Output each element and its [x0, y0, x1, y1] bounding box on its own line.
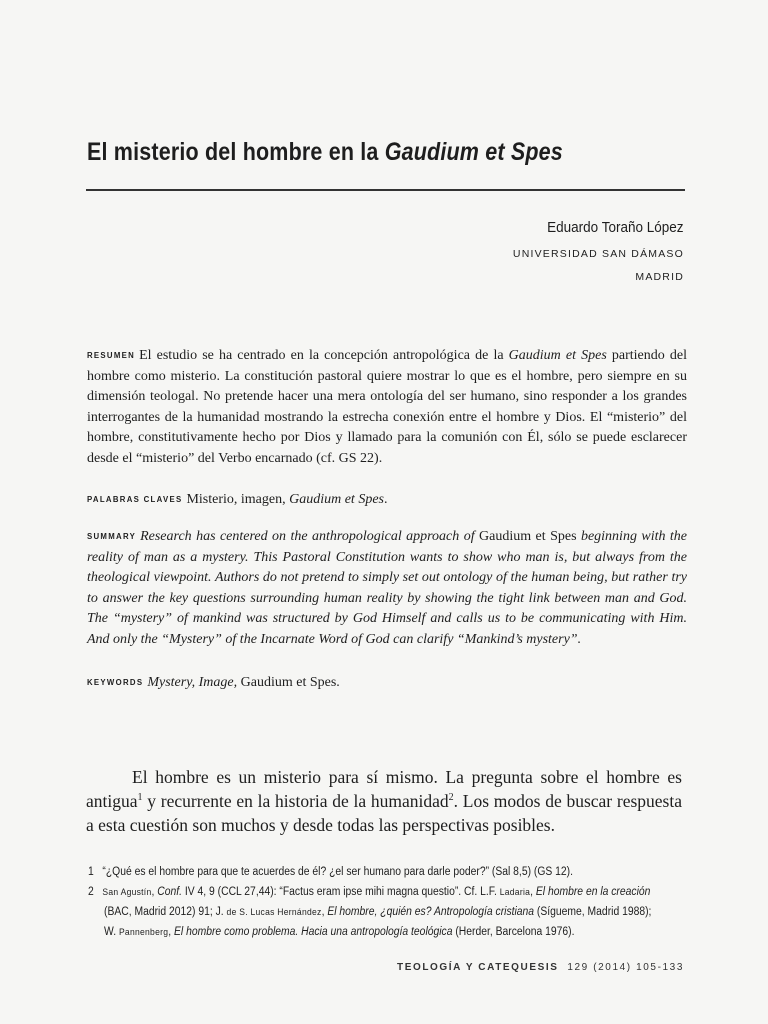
title-main: El misterio del hombre en la — [87, 138, 385, 166]
footnote-2-sep-3: , — [321, 906, 328, 918]
footnote-2-author-2: Ladaria — [499, 887, 531, 898]
footnote-2-line-3 — [104, 922, 640, 943]
resumen-label: RESUMEN — [87, 351, 136, 360]
footnote-2-text-4: W. — [104, 926, 119, 938]
footnote-2-sep-1: , — [151, 886, 158, 898]
footnote-2-work-1: Conf. — [157, 886, 182, 898]
footnote-2-author-3: de S. Lucas Hernández — [226, 907, 322, 918]
resumen-text-2: partiendo del hombre como misterio. La constitución pastoral quiere mostrar lo que es el hombre, pero siempre en su dimensión teologal. No pretende hacer una mera ontología del ser humano, sino responder a los grandes interrogantes de la humanidad mostrando la estrecha conexión entre el hombre y Dios. El “misterio” del hombre, constitutivamente hecho por Dios y llamado para la comunión con Él, sólo se puede esclarecer desde el “misterio” del Verbo encarnado (cf. GS 22). — [87, 348, 687, 466]
footnote-2-author-1: San Agustín — [102, 887, 152, 898]
body-text-2: y recurrente en la historia de la humanidad — [142, 791, 449, 811]
footnote-2-sep-4: , — [168, 926, 175, 938]
footnote-2-work-4: El hombre como problema. Hacia una antropología teológica — [174, 926, 453, 938]
summary-text-2: beginning with the reality of man as a mystery. This Pastoral Constitution wants to show who man is, but always from the theological viewpoint. Authors do not pretend to simply set out ontology of the human being, but rather try to answer the key questions surrounding human reality by showing the tight link between man and God. The “mystery” of mankind was structured by God Himself and calls us to be communicating with Him. And only the “Mystery” of the Incarnate Word of God can clarify “Mankind’s mystery”. — [87, 529, 688, 647]
footnote-2-line-2 — [104, 902, 652, 923]
footnote-2-text-5: (Herder, Barcelona 1976). — [452, 926, 575, 938]
footnote-2-text-2: (BAC, Madrid 2012) 91; J. — [104, 906, 227, 918]
footer-issue: 129 (2014) 105-133 — [567, 962, 684, 973]
footnote-2-line-1 — [88, 882, 651, 903]
footnote-ref-1[interactable]: 1 — [137, 792, 143, 804]
footnote-2-text-3: (Sígueme, Madrid 1988); — [534, 906, 652, 918]
footnote-1-number: 1 — [88, 866, 94, 878]
footer-journal: TEOLOGÍA Y CATEQUESIS — [396, 962, 559, 973]
palabras-claves — [87, 490, 687, 511]
footnote-2-text-1: IV 4, 9 (CCL 27,44): “Factus eram ipse mihi magna questio”. Cf. L.F. — [181, 886, 500, 898]
title-italic: Gaudium et Spes — [384, 138, 563, 166]
body-text-3: . Los modos de buscar respuesta a esta cuestión son muchos y desde todas las perspectivas posibles. — [86, 791, 682, 835]
palabras-label: PALABRAS CLAVES — [87, 495, 183, 504]
body-text-1: El hombre es un misterio para sí mismo. La pregunta sobre el hombre es antigua — [86, 767, 682, 811]
resumen-text-1: El estudio se ha centrado en la concepción antropológica de la — [139, 348, 509, 363]
keywords-text-2: Gaudium et Spes. — [237, 675, 340, 690]
summary-label: SUMMARY — [87, 532, 137, 541]
resumen-text-italic: Gaudium et Spes — [508, 348, 607, 363]
author-institution: UNIVERSIDAD SAN DÁMASO — [512, 248, 684, 260]
author-city: MADRID — [635, 271, 684, 283]
keywords-text-italic: Mystery, Image, — [147, 675, 238, 690]
summary-paragraph — [87, 527, 687, 650]
body-paragraph — [86, 765, 682, 837]
resumen-paragraph — [87, 346, 687, 469]
article-title — [87, 138, 603, 167]
author-name: Eduardo Toraño López — [547, 219, 684, 236]
footnote-2-work-2: El hombre en la creación — [535, 886, 651, 898]
running-footer — [397, 962, 684, 973]
footnote-1 — [88, 862, 624, 882]
footnote-2-sep-2: , — [530, 886, 536, 898]
keywords — [87, 673, 687, 694]
footnote-2-number: 2 — [88, 886, 94, 898]
footnote-1-text: “¿Qué es el hombre para que te acuerdes de él? ¿el ser humano para darle poder?” (Sal 8,5) (GS 12). — [102, 866, 574, 878]
footnote-2-work-3: El hombre, ¿quién es? Antropología cristiana — [327, 906, 535, 918]
footnote-2-author-4: Pannenberg — [118, 927, 169, 938]
keywords-label: KEYWORDS — [87, 678, 144, 687]
title-rule — [86, 189, 685, 191]
summary-text-1: Research has centered on the anthropological approach of — [140, 529, 480, 544]
palabras-text-italic: Gaudium et Spes — [289, 492, 384, 507]
palabras-text-1: Misterio, imagen, — [186, 492, 290, 507]
summary-text-roman: Gaudium et Spes — [479, 529, 577, 544]
palabras-text-2: . — [384, 492, 388, 507]
footnote-ref-2[interactable]: 2 — [448, 792, 454, 804]
